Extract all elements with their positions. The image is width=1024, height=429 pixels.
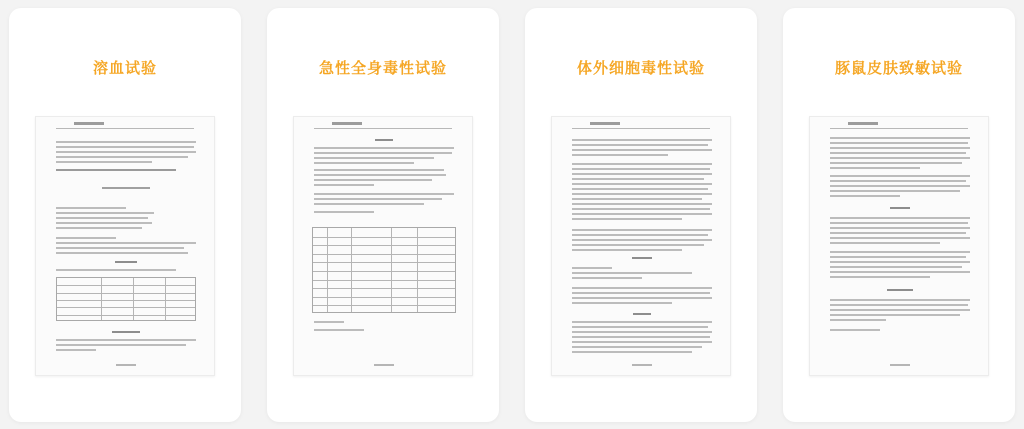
card-title: 体外细胞毒性试验 [576, 59, 705, 77]
report-card-guinea-pig-sensitization[interactable] [783, 8, 1015, 422]
report-document-image [35, 116, 215, 376]
card-title: 溶血试验 [92, 59, 157, 77]
report-document-image [551, 116, 731, 376]
report-document-image [293, 116, 473, 376]
card-title: 豚鼠皮肤致敏试验 [834, 59, 963, 77]
report-document-image [809, 116, 989, 376]
report-card-acute-systemic-toxicity[interactable] [267, 8, 499, 422]
card-title: 急性全身毒性试验 [318, 59, 447, 77]
report-card-in-vitro-cytotoxicity[interactable] [525, 8, 757, 422]
report-card-hemolysis[interactable] [9, 8, 241, 422]
